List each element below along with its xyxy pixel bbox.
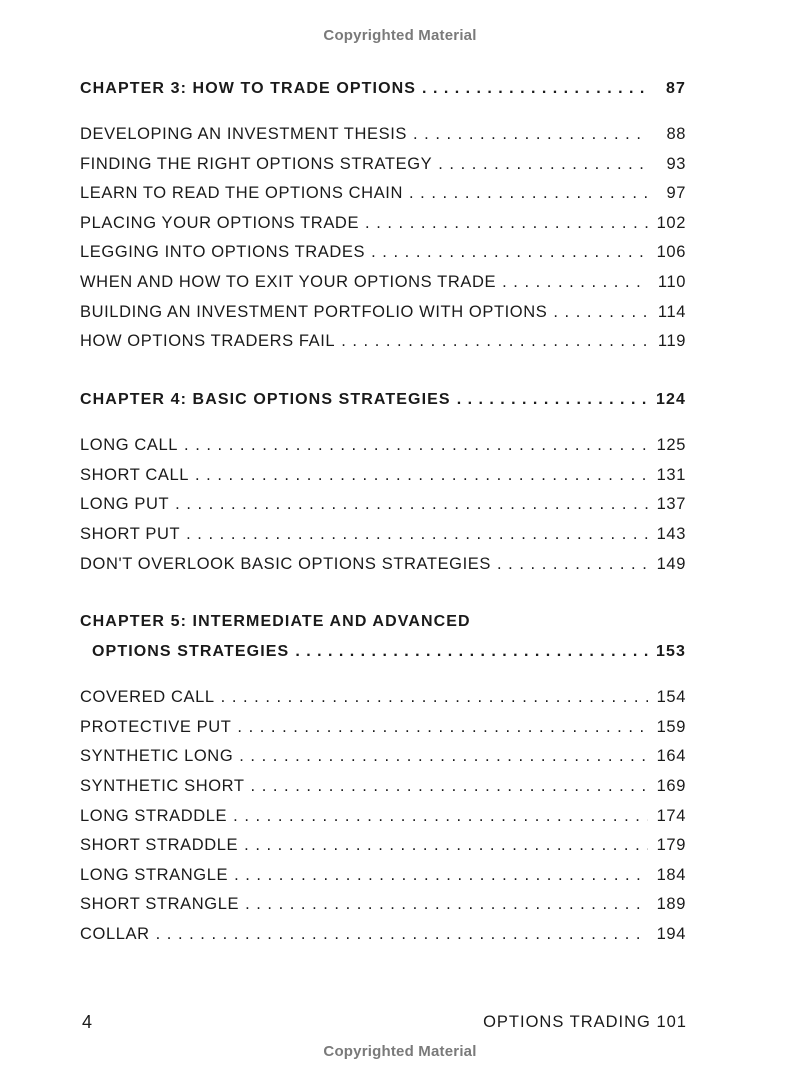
toc-page-number: 119 (657, 332, 686, 350)
toc-chapter-title: OPTIONS STRATEGIES (92, 643, 290, 660)
toc-entry-title: DON'T OVERLOOK BASIC OPTIONS STRATEGIES (80, 555, 492, 573)
toc-entry[interactable] (80, 835, 686, 855)
toc-entry-title: SYNTHETIC SHORT (80, 777, 245, 795)
toc-entry[interactable] (80, 554, 686, 574)
toc-page-number: 159 (656, 718, 686, 736)
toc-entry[interactable] (80, 687, 686, 707)
toc-entry[interactable] (80, 213, 686, 233)
dot-leader (497, 554, 648, 574)
toc-entry-title: COVERED CALL (80, 688, 215, 706)
toc-entry[interactable] (80, 272, 686, 292)
dot-leader (245, 894, 648, 914)
dot-leader (409, 183, 648, 203)
toc-page-number: 184 (656, 866, 686, 884)
dot-leader (295, 642, 648, 662)
toc-page-number: 131 (656, 466, 686, 484)
running-footer-title: OPTIONS TRADING 101 (483, 1013, 687, 1031)
toc-page-number: 125 (656, 436, 686, 454)
copyright-watermark-top: Copyrighted Material (323, 27, 477, 44)
toc-entry-title: LONG STRANGLE (80, 866, 229, 884)
dot-leader (413, 124, 648, 144)
dot-leader (195, 465, 648, 485)
toc-entry[interactable] (80, 302, 686, 322)
toc-entry[interactable] (80, 865, 686, 885)
toc-page-number: 174 (656, 807, 686, 825)
dot-leader (251, 776, 648, 796)
toc-entry[interactable] (80, 494, 686, 514)
toc-entry-title: SHORT STRANGLE (80, 895, 240, 913)
toc-page-number: 154 (656, 688, 686, 706)
toc-entry[interactable] (80, 465, 686, 485)
folio-page-number: 4 (82, 1012, 93, 1032)
toc-page-number: 114 (657, 303, 686, 321)
toc-page-number: 164 (656, 747, 686, 765)
dot-leader (156, 924, 648, 944)
dot-leader (457, 390, 648, 410)
dot-leader (502, 272, 648, 292)
toc-entry[interactable] (80, 776, 686, 796)
toc-entry[interactable] (80, 924, 686, 944)
toc-page-number: 106 (656, 243, 686, 261)
toc-entry-title: HOW OPTIONS TRADERS FAIL (80, 332, 336, 350)
dot-leader (438, 154, 648, 174)
toc-page-number: 153 (656, 643, 686, 660)
toc-entry-title: BUILDING AN INVESTMENT PORTFOLIO WITH OPTIONS (80, 303, 548, 321)
toc-entry[interactable] (80, 154, 686, 174)
toc-entry[interactable] (80, 524, 686, 544)
toc-page-number: 88 (666, 125, 686, 143)
toc-entry[interactable] (80, 124, 686, 144)
toc-entry-title: PLACING YOUR OPTIONS TRADE (80, 214, 360, 232)
toc-chapter-heading[interactable] (80, 79, 686, 99)
toc-entry[interactable] (80, 717, 686, 737)
toc-entry-title: LEARN TO READ THE OPTIONS CHAIN (80, 184, 403, 202)
toc-entry-title: LONG CALL (80, 436, 179, 454)
dot-leader (237, 717, 648, 737)
toc-entry-title: SHORT PUT (80, 525, 181, 543)
dot-leader (239, 746, 648, 766)
dot-leader (365, 213, 648, 233)
toc-page-number: 179 (656, 836, 686, 854)
toc-page-number: 110 (657, 273, 686, 291)
toc-entry-title: SYNTHETIC LONG (80, 747, 234, 765)
toc-entry-title: SHORT CALL (80, 466, 190, 484)
dot-leader (221, 687, 648, 707)
dot-leader (341, 331, 648, 351)
toc-page-number: 189 (656, 895, 686, 913)
toc-entry-title: LONG PUT (80, 495, 170, 513)
dot-leader (371, 242, 648, 262)
toc-entry-title: COLLAR (80, 925, 150, 943)
dot-leader (186, 524, 648, 544)
toc-entry-title: FINDING THE RIGHT OPTIONS STRATEGY (80, 155, 433, 173)
toc-page-number: 124 (656, 391, 686, 408)
toc-page-number: 102 (656, 214, 686, 232)
dot-leader (234, 865, 648, 885)
toc-entry-title: LONG STRADDLE (80, 807, 228, 825)
toc-entry[interactable] (80, 806, 686, 826)
toc-page-number: 97 (666, 184, 686, 202)
toc-chapter-heading-line1[interactable] (80, 612, 686, 632)
toc-chapter-title: CHAPTER 4: BASIC OPTIONS STRATEGIES (80, 391, 451, 408)
toc-page-number: 194 (656, 925, 686, 943)
dot-leader (244, 835, 648, 855)
toc-entry-title: LEGGING INTO OPTIONS TRADES (80, 243, 366, 261)
toc-entry[interactable] (80, 746, 686, 766)
toc-page-number: 143 (656, 525, 686, 543)
toc-entry-title: WHEN AND HOW TO EXIT YOUR OPTIONS TRADE (80, 273, 497, 291)
toc-entry-title: SHORT STRADDLE (80, 836, 239, 854)
dot-leader (233, 806, 648, 826)
toc-page-number: 93 (666, 155, 686, 173)
toc-entry[interactable] (80, 435, 686, 455)
toc-page-number: 137 (656, 495, 686, 513)
toc-chapter-heading[interactable] (80, 390, 686, 410)
toc-entry-title: PROTECTIVE PUT (80, 718, 232, 736)
toc-page-number: 149 (656, 555, 686, 573)
toc-chapter-title: CHAPTER 3: HOW TO TRADE OPTIONS (80, 80, 417, 97)
copyright-watermark-bottom: Copyrighted Material (323, 1043, 477, 1060)
dot-leader (553, 302, 648, 322)
toc-entry[interactable] (80, 331, 686, 351)
dot-leader (175, 494, 648, 514)
toc-entry[interactable] (80, 242, 686, 262)
toc-chapter-title: CHAPTER 5: INTERMEDIATE AND ADVANCED (80, 613, 471, 630)
dot-leader (184, 435, 648, 455)
toc-entry[interactable] (80, 183, 686, 203)
toc-entry[interactable] (80, 894, 686, 914)
toc-entry-title: DEVELOPING AN INVESTMENT THESIS (80, 125, 407, 143)
toc-page-number: 169 (656, 777, 686, 795)
toc-chapter-heading[interactable] (92, 642, 686, 662)
dot-leader (422, 79, 648, 99)
toc-page-number: 87 (666, 80, 686, 97)
